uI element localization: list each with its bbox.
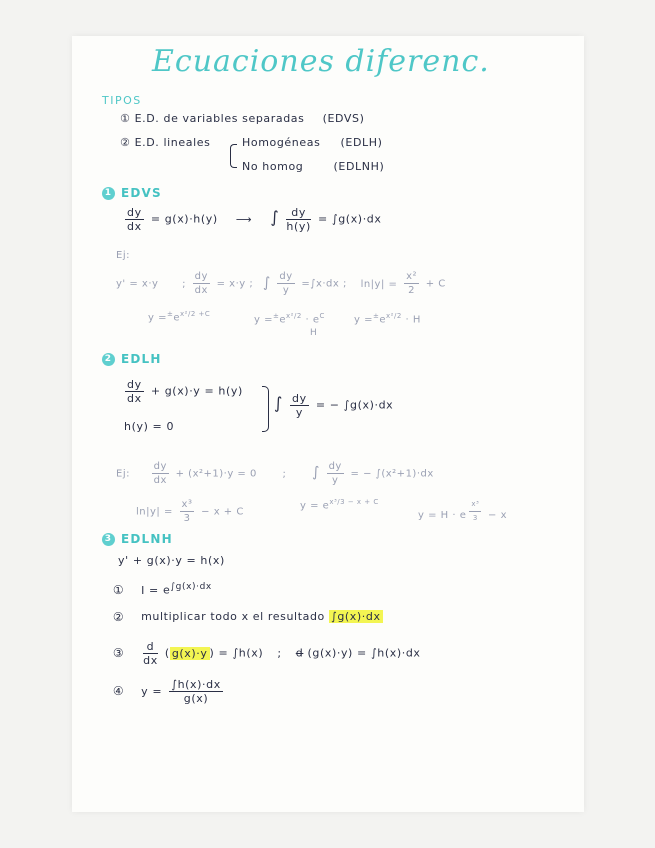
- solution-lhs: y =: [254, 314, 273, 326]
- tipos-item-2: [120, 136, 210, 149]
- edlh-solution-2: [418, 498, 507, 525]
- tipos-sub-2-label: No homog: [242, 160, 304, 173]
- denominator: dx: [127, 220, 142, 233]
- numerator: x³: [469, 498, 481, 512]
- section-number-badge: 2: [102, 353, 115, 366]
- example-lhs: y' = x·y: [116, 278, 159, 290]
- numerator: dy: [194, 271, 208, 282]
- ln-rest: − x + C: [201, 506, 244, 518]
- numerator: dy: [328, 461, 342, 472]
- plus-minus: ±: [166, 310, 174, 318]
- page-title: Ecuaciones diferenc.: [152, 44, 490, 79]
- denominator: y: [282, 285, 290, 296]
- h-factor: · H: [405, 314, 421, 326]
- solution-lhs: y = H · e: [418, 509, 467, 521]
- numerator: x²: [406, 271, 418, 282]
- edlh-ln-line: [136, 498, 244, 525]
- exponent: x²/2: [386, 312, 402, 320]
- arrow-icon: ⟶: [235, 212, 253, 226]
- example-integral-rhs: =∫x·dx ;: [301, 278, 347, 290]
- exponential-base: e: [322, 500, 330, 512]
- solution-lhs: y =: [354, 314, 373, 326]
- denominator: dx: [143, 654, 158, 667]
- solution-lhs: y =: [148, 312, 167, 324]
- numerator: dy: [286, 206, 310, 220]
- bracket: [230, 144, 237, 168]
- crossed-d: d: [295, 646, 304, 660]
- integral-rhs: = ∫g(x)·dx: [317, 212, 382, 226]
- derivative-fraction: [125, 206, 144, 233]
- section-edlh-heading: [102, 352, 162, 366]
- denominator: dx: [127, 392, 142, 405]
- integral-fraction: [277, 270, 294, 297]
- tipos-sub-2-abbr: (EDLNH): [333, 160, 385, 173]
- exponent-c: C: [319, 312, 325, 320]
- equation-rest: + g(x)·y = h(y): [150, 384, 243, 398]
- integral-rhs: = − ∫g(x)·dx: [315, 398, 394, 412]
- exponent-fraction: [469, 498, 481, 525]
- number-1: ①: [120, 112, 131, 125]
- tipos-sub-1-abbr: (EDLH): [340, 136, 383, 149]
- edlh-integral: [274, 392, 393, 419]
- exponential-base: e: [379, 314, 387, 326]
- integral-fraction: [290, 392, 309, 419]
- tipos-item-1: [120, 112, 365, 125]
- edlnh-equation: y' + g(x)·y = h(x): [118, 554, 225, 567]
- derivative-operator: [143, 640, 158, 667]
- numerator: dy: [292, 392, 307, 405]
- edlh-solution-1: [300, 498, 379, 511]
- example-ln: ln|y| =: [360, 278, 398, 290]
- step-1-lhs: I =: [141, 583, 159, 597]
- exponential-base: e: [279, 314, 287, 326]
- derivative-fraction: [193, 270, 210, 297]
- denominator: y: [295, 406, 303, 419]
- denominator: dx: [194, 285, 208, 296]
- step-4-lhs: y =: [141, 684, 163, 698]
- x2-fraction: [404, 270, 419, 297]
- integral-fraction: [286, 206, 310, 233]
- step-number: ①: [112, 583, 125, 598]
- open-paren: (: [164, 646, 170, 660]
- tipos-sub-1: [242, 136, 383, 149]
- example-label: Ej:: [116, 468, 130, 480]
- integral-fraction: [327, 460, 344, 487]
- exponent: x³/3 − x + C: [329, 498, 379, 506]
- number-2: ②: [120, 136, 131, 149]
- denominator: y: [332, 475, 339, 486]
- exponent: x²/2: [286, 312, 302, 320]
- denominator: 3: [472, 514, 478, 522]
- edlh-equation-1: [122, 378, 243, 405]
- exponential-base: e: [162, 583, 171, 597]
- integral-sign: ∫: [270, 207, 280, 227]
- edlnh-step-2: [112, 610, 383, 624]
- constant-c: + C: [425, 278, 446, 290]
- example-label: Ej:: [116, 250, 130, 261]
- denominator: 3: [183, 513, 191, 524]
- section-edlnh-heading: [102, 532, 173, 546]
- denominator: h(y): [286, 220, 311, 233]
- numerator: dy: [127, 378, 142, 391]
- exponent: ∫g(x)·dx: [170, 582, 212, 592]
- edvs-equation: [122, 206, 382, 233]
- solution-rest: − x: [488, 509, 507, 521]
- numerator: ∫h(x)·dx: [171, 678, 221, 691]
- notebook-page: [72, 36, 584, 812]
- x3-fraction: [180, 498, 195, 525]
- example-mid: = x·y ;: [216, 278, 254, 290]
- numerator: dy: [127, 206, 142, 219]
- edlh-equation-2: h(y) = 0: [124, 420, 175, 433]
- step-3-rest: (g(x)·y) = ∫h(x)·dx: [307, 646, 421, 660]
- edlnh-step-1: [112, 582, 212, 597]
- step-2-text: multiplicar todo x el resultado: [141, 610, 325, 623]
- derivative-fraction: [152, 460, 169, 487]
- separator: ;: [182, 278, 186, 290]
- edvs-solution-2: [254, 312, 325, 325]
- denominator: 2: [408, 285, 415, 296]
- separator: ;: [277, 646, 282, 660]
- section-number-badge: 3: [102, 533, 115, 546]
- denominator: g(x): [183, 692, 209, 705]
- numerator: dy: [279, 271, 293, 282]
- example-integral-rhs: = − ∫(x²+1)·dx: [350, 468, 434, 480]
- section-edlnh-title: EDLNH: [121, 532, 173, 546]
- exponent: x²/2 +C: [180, 310, 211, 318]
- solution-lhs: y =: [300, 500, 319, 512]
- edlnh-step-3: [112, 640, 421, 667]
- tipos-heading: TIPOS: [102, 94, 142, 107]
- edlnh-step-4: [112, 678, 226, 705]
- highlighted-product: g(x)·y: [171, 646, 208, 660]
- example-rest: + (x²+1)·y = 0: [175, 468, 257, 480]
- tipos-item-1-abbr: (EDVS): [322, 112, 365, 125]
- plus-minus: ±: [272, 312, 280, 320]
- edlh-example-line: [116, 460, 434, 487]
- ln-lhs: ln|y| =: [136, 506, 173, 518]
- integral-sign: ∫: [262, 274, 271, 291]
- derivative-fraction: [125, 378, 144, 405]
- edvs-example-line: [116, 270, 446, 297]
- h-constant-label: H: [310, 328, 318, 338]
- edvs-solution-1: [148, 310, 210, 323]
- section-number-badge: 1: [102, 187, 115, 200]
- denominator: dx: [153, 475, 167, 486]
- numerator: dy: [153, 461, 167, 472]
- equation-rhs: = g(x)·h(y): [150, 212, 218, 226]
- tipos-sub-2: [242, 160, 384, 173]
- tipos-sub-1-label: Homogéneas: [242, 136, 321, 149]
- numerator: x³: [181, 499, 193, 510]
- edvs-solution-3: [354, 312, 421, 325]
- plus-minus: ±: [372, 312, 380, 320]
- close-paren: ): [209, 646, 215, 660]
- separator: ;: [282, 468, 287, 480]
- solution-fraction: [169, 678, 223, 705]
- section-edvs-title: EDVS: [121, 186, 162, 200]
- section-edlh-title: EDLH: [121, 352, 162, 366]
- integral-sign: ∫: [274, 393, 283, 413]
- exponential-base: e: [173, 312, 181, 324]
- numerator: d: [143, 640, 158, 654]
- integral-sign: ∫: [312, 464, 320, 481]
- tipos-item-2-label: E.D. lineales: [134, 136, 211, 149]
- step-number: ④: [112, 684, 125, 698]
- highlighted-integral: ∫g(x)·dx: [331, 610, 381, 623]
- brace: [262, 386, 269, 432]
- step-3-rhs: = ∫h(x): [218, 646, 264, 660]
- tipos-item-1-label: E.D. de variables separadas: [134, 112, 305, 125]
- section-edvs-heading: [102, 186, 162, 200]
- exponential-base-2: · e: [305, 314, 320, 326]
- step-number: ③: [112, 646, 125, 660]
- step-number: ②: [112, 609, 125, 624]
